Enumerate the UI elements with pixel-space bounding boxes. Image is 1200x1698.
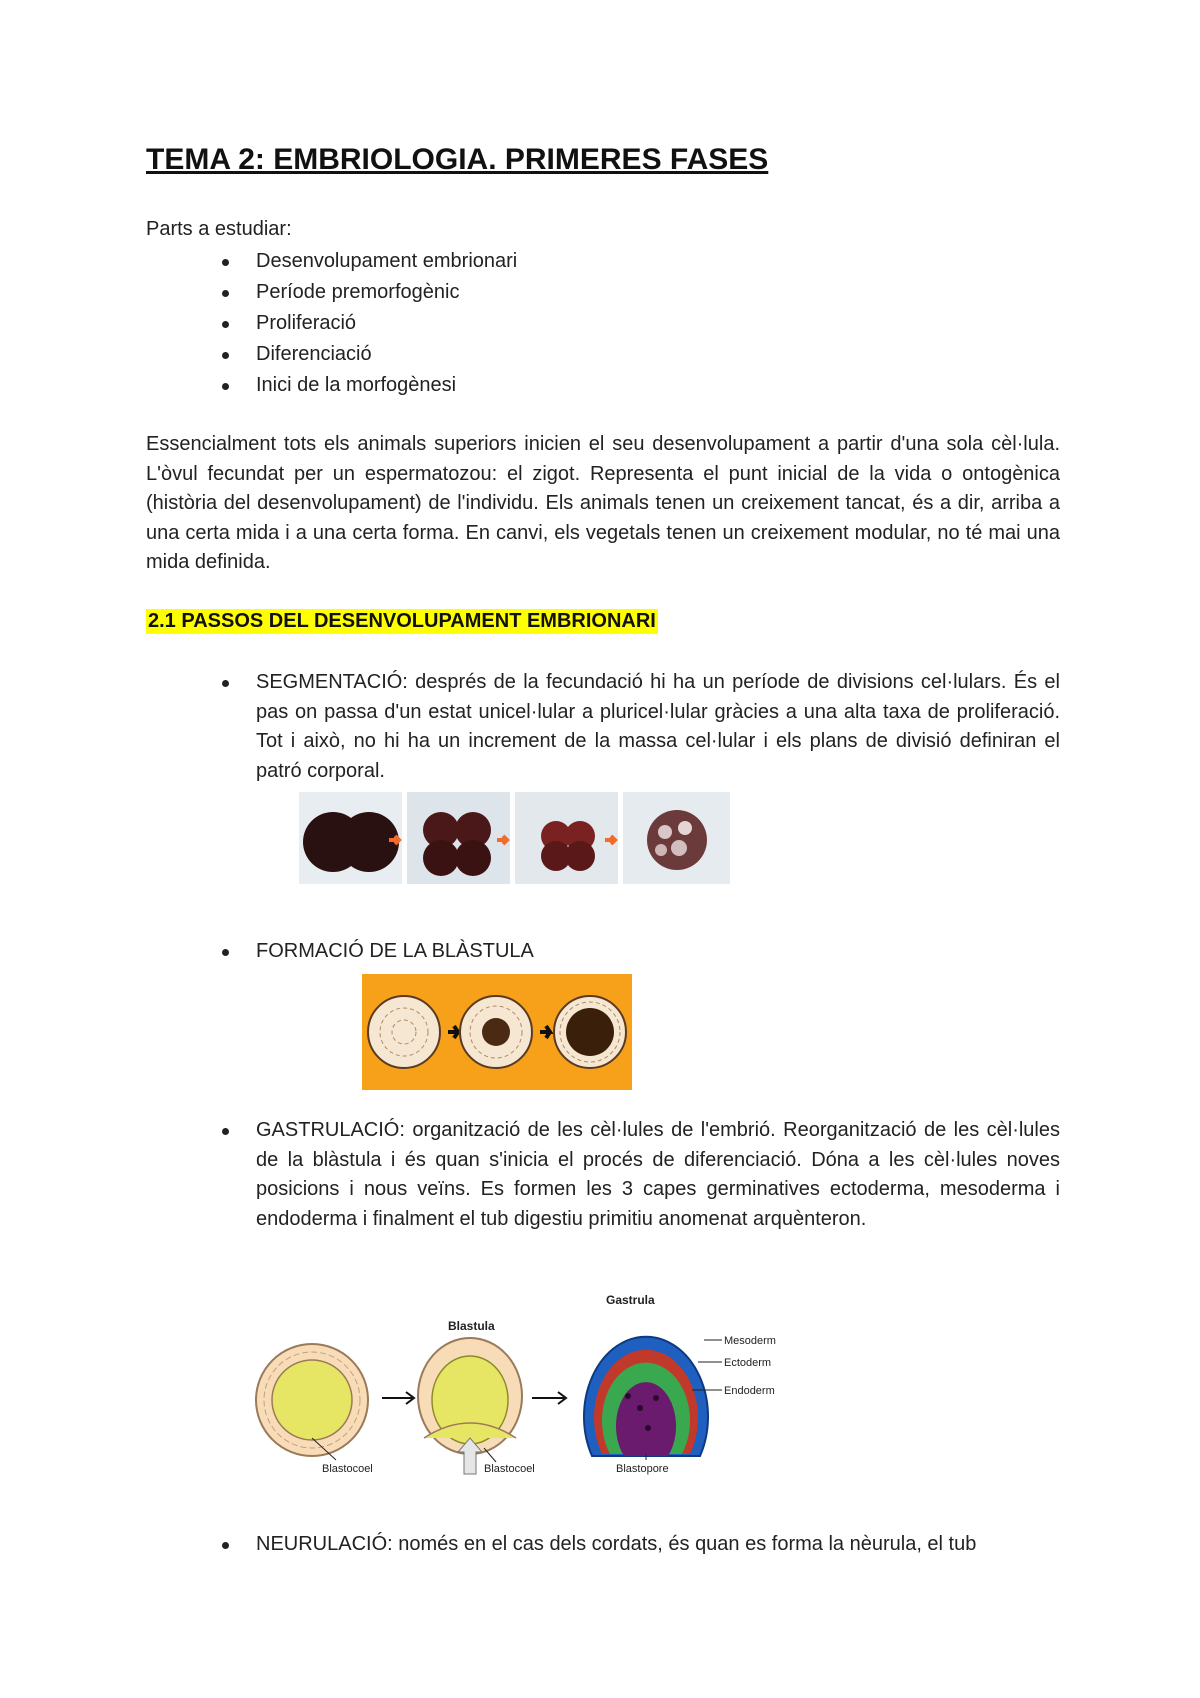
step-blastula bbox=[210, 937, 1060, 967]
bullet-dot bbox=[222, 1128, 229, 1135]
step-gastrulacio bbox=[210, 1116, 1060, 1234]
cell bbox=[671, 840, 687, 856]
label-blastocoel-1: Blastocoel bbox=[322, 1463, 373, 1475]
step-text: FORMACIÓ DE LA BLÀSTULA bbox=[256, 940, 534, 962]
cell bbox=[565, 841, 595, 871]
morula-cell bbox=[368, 996, 440, 1068]
label-endoderm: Endoderm bbox=[724, 1385, 775, 1397]
study-item: Desenvolupament embrionari bbox=[210, 246, 517, 277]
step-segmentacio bbox=[210, 668, 1060, 786]
gastrulation-diagram bbox=[252, 1288, 792, 1478]
morula bbox=[647, 810, 707, 870]
yolk-blastocoel bbox=[272, 1360, 352, 1440]
bullet-dot bbox=[222, 1542, 229, 1549]
step-text: NEURULACIÓ: només en el cas dels cordats, és quan es forma la nèurula, el tub bbox=[256, 1533, 977, 1555]
cell-dot bbox=[637, 1405, 643, 1411]
cell bbox=[658, 825, 672, 839]
label-gastrula: Gastrula bbox=[606, 1293, 655, 1307]
cell bbox=[678, 821, 692, 835]
intro-paragraph: Essencialment tots els animals superiors inicien el seu desenvolupament a partir d'una sola cèl·lula. L'òvul fecundat per un espermatozou: el zigot. Representa el punt inicial de la vida o ontogènica (història del desenvolupament) de l'individu. Els animals tenen un creixement tancat, és a dir, arriba a una certa mida i a una certa forma. En canvi, els vegetals tenen un creixement modular, no té mai una mida definida. bbox=[146, 433, 1060, 573]
cell bbox=[423, 840, 459, 876]
cell-dot bbox=[645, 1425, 651, 1431]
cell-dot bbox=[653, 1395, 659, 1401]
study-list bbox=[210, 246, 517, 401]
step-neurulacio bbox=[210, 1530, 1060, 1560]
step-text: SEGMENTACIÓ: després de la fecundació hi ha un període de divisions cel·lulars. És el pas on passa d'un estat unicel·lular a pluricel·lular gràcies a una alta taxa de proliferació. Tot i això, no hi ha un increment de la massa cel·lular i els plans de divisió definiran el patró corporal. bbox=[256, 671, 1060, 782]
blastocoel-small bbox=[482, 1018, 510, 1046]
section-heading: 2.1 PASSOS DEL DESENVOLUPAMENT EMBRIONARI bbox=[148, 610, 656, 632]
bullet-dot bbox=[222, 949, 229, 956]
study-intro-label: Parts a estudiar: bbox=[146, 218, 292, 240]
study-item: Període premorfogènic bbox=[210, 277, 517, 308]
study-item: Proliferació bbox=[210, 308, 517, 339]
cell-dot bbox=[625, 1393, 631, 1399]
bullet-dot bbox=[222, 680, 229, 687]
study-item: Diferenciació bbox=[210, 339, 517, 370]
label-ectoderm: Ectoderm bbox=[724, 1357, 772, 1369]
cell bbox=[455, 840, 491, 876]
label-blastopore: Blastopore bbox=[616, 1463, 669, 1475]
label-blastula: Blastula bbox=[448, 1319, 495, 1333]
step-text: GASTRULACIÓ: organització de les cèl·lules de l'embrió. Reorganització de les cèl·lules de la blàstula i és quan s'inicia el procés de diferenciació. Dóna a les cèl·lules noves posicions i nous veïns. Es formen les 3 capes germinatives ectoderma, mesoderma i endoderma i finalment el tub digestiu primitiu anomenat arquènteron. bbox=[256, 1119, 1060, 1230]
label-mesoderm: Mesoderm bbox=[724, 1335, 776, 1347]
study-item: Inici de la morfogènesi bbox=[210, 370, 517, 401]
cell bbox=[655, 844, 667, 856]
label-blastocoel-2: Blastocoel bbox=[484, 1463, 535, 1475]
blastula-formation-image bbox=[362, 974, 632, 1090]
page-title: TEMA 2: EMBRIOLOGIA. PRIMERES FASES bbox=[146, 143, 769, 176]
blastocoel-large bbox=[566, 1008, 614, 1056]
segmentation-image bbox=[299, 792, 730, 884]
